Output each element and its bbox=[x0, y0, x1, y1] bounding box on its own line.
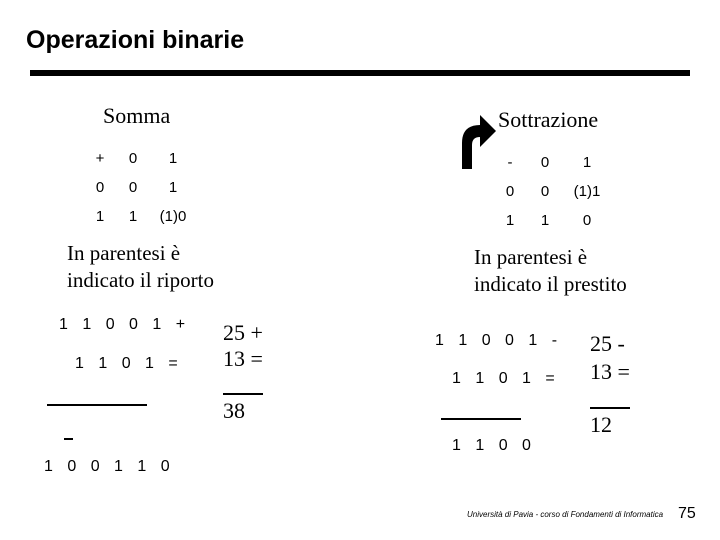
sub-heading: Sottrazione bbox=[498, 107, 599, 132]
sub-decimal-line1: 25 - bbox=[590, 331, 625, 356]
table-cell: 0 bbox=[540, 183, 550, 200]
table-cell: (1)1 bbox=[573, 183, 601, 200]
title-divider bbox=[30, 70, 690, 76]
table-row bbox=[495, 206, 609, 235]
sum-note-line1: In parentesi è bbox=[67, 241, 181, 265]
table-cell: - bbox=[507, 154, 513, 171]
sub-decimal-result: 12 bbox=[590, 412, 612, 437]
sum-table bbox=[85, 144, 195, 231]
table-cell: 1 bbox=[540, 212, 550, 229]
sub-result-line bbox=[441, 418, 521, 420]
table-cell: 0 bbox=[540, 154, 550, 171]
table-cell: 1 bbox=[505, 212, 515, 229]
sum-result-line bbox=[47, 404, 147, 406]
table-row bbox=[85, 173, 195, 202]
table-cell: (1)0 bbox=[159, 208, 187, 225]
table-cell: 0 bbox=[128, 179, 138, 196]
table-row bbox=[85, 202, 195, 231]
table-cell: 1 bbox=[168, 179, 178, 196]
sub-decimal-rule bbox=[590, 407, 630, 409]
curved-arrow-icon bbox=[448, 107, 498, 171]
table-cell: 0 bbox=[505, 183, 515, 200]
sum-note bbox=[67, 240, 214, 294]
sum-decimal-line2: 13 = bbox=[223, 346, 263, 371]
table-cell: 1 bbox=[128, 208, 138, 225]
table-cell: 0 bbox=[582, 212, 592, 229]
sum-decimal-rule bbox=[223, 393, 263, 395]
table-cell: 1 bbox=[95, 208, 105, 225]
sum-note-line2: indicato il riporto bbox=[67, 268, 214, 292]
page-number: 75 bbox=[678, 505, 696, 522]
sum-decimal-line1: 25 + bbox=[223, 320, 263, 345]
sum-heading: Somma bbox=[103, 103, 171, 128]
table-cell: 0 bbox=[128, 150, 138, 167]
table-row bbox=[495, 148, 609, 177]
sum-operand1: 1 1 0 0 1 + bbox=[59, 316, 191, 333]
sub-table bbox=[495, 148, 609, 235]
sum-carry-mark bbox=[64, 438, 73, 440]
sum-decimal-result: 38 bbox=[223, 398, 245, 423]
table-cell: 1 bbox=[582, 154, 592, 171]
table-cell: + bbox=[95, 150, 105, 167]
sub-operand2: 1 1 0 1 = bbox=[452, 370, 560, 387]
sub-decimal-line2: 13 = bbox=[590, 359, 630, 384]
sum-operand2: 1 1 0 1 = bbox=[75, 355, 183, 372]
table-cell: 1 bbox=[168, 150, 178, 167]
sub-result: 1 1 0 0 bbox=[452, 437, 536, 454]
sum-result: 1 0 0 1 1 0 bbox=[44, 458, 175, 475]
footer-text: Università di Pavia - corso di Fondamenti di Informatica bbox=[467, 510, 664, 519]
page-title: Operazioni binarie bbox=[26, 26, 245, 54]
table-row bbox=[495, 177, 609, 206]
table-row bbox=[85, 144, 195, 173]
sub-note-line1: In parentesi è bbox=[474, 245, 588, 269]
sub-note-line2: indicato il prestito bbox=[474, 272, 627, 296]
sub-operand1: 1 1 0 0 1 - bbox=[435, 332, 563, 349]
sub-note bbox=[474, 244, 627, 298]
table-cell: 0 bbox=[95, 179, 105, 196]
